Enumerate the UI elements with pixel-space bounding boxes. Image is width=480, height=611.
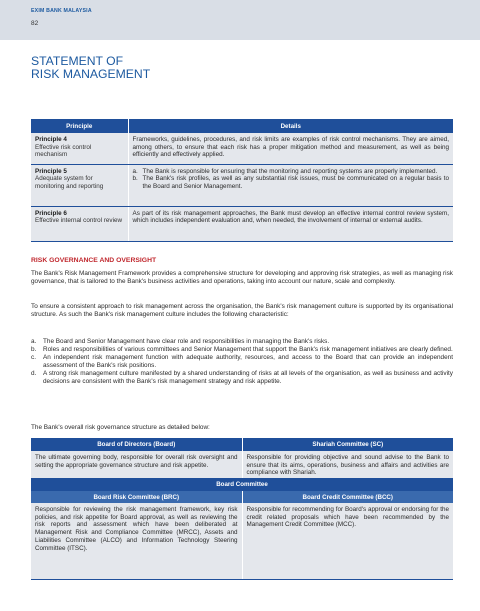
paragraph-framework: The Bank's Risk Management Framework provides a comprehensive structure for developing and approving risk strategies, as well as managing risk governance, that is tailored to the Bank's business activities and operations, taking into account our nature, scale and complexity. [31,270,453,285]
characteristics-list [31,338,453,386]
list-item-text: A strong risk management culture manifested by a shared understanding of risks at all levels of the organisation, as well as business and activity decisions are consistent with the Bank's risk management strategy and risk appetite. [43,370,453,385]
principle-cell [31,133,128,164]
principle-column-header: Principle [31,119,128,133]
list-item-text: The Bank is responsible for ensuring that the monitoring and reporting systems are properly implemented. [142,167,438,175]
page-title-line1: STATEMENT OF [31,54,124,68]
table-row [31,164,453,206]
principle-subtitle: Adequate system for monitoring and reporting [35,175,104,190]
list-item-text: Roles and responsibilities of various committees and Senior Management that support the Bank's risk management initiatives are clearly defined. [43,346,453,353]
board-description: The ultimate governing body, responsible for overall risk oversight and setting the appropriate governance structure and risk appetite. [31,451,242,484]
page-number: 82 [31,20,39,27]
details-column-header: Details [128,119,453,133]
page-title [31,55,150,80]
details-cell [128,164,453,206]
board-header: Board of Directors (Board) [31,438,242,451]
list-item [31,354,453,370]
list-item-label: b. [31,346,37,353]
table-row [31,206,453,241]
section-heading: RISK GOVERNANCE AND OVERSIGHT [31,257,157,264]
bcc-description: Responsible for recommending for Board's approval or endorsing for the credit related proposals which have been recommended by the Management Credit Committee (MCC). [242,503,453,579]
principle-cell [31,206,128,241]
page-header-bar [0,0,480,40]
list-item [133,175,450,190]
brc-description: Responsible for reviewing the risk management framework, key risk policies, and risk appetite for Board approval, as well as reviewing the risk reports and assessment which have been deliberated at Management Risk and Compliance Committee (MRCC), Assets and Liabilities Committee (ALCO) and Information Technology Steering Committee (ITSC). [31,503,242,579]
list-item-text: An independent risk management function with adequate authority, resources, and access to the Board that can provide an independent assessment of the Bank's risk positions. [43,354,453,369]
shariah-committee-header: Shariah Committee (SC) [242,438,453,451]
details-cell: As part of its risk management approaches, the Bank must develop an effective internal control review system, which includes independent evaluation and, when needed, the involvement of internal or external audits. [128,206,453,241]
principle-name: Principle 4 [35,136,67,143]
principle-name: Principle 5 [35,167,67,175]
brc-header: Board Risk Committee (BRC) [31,491,242,503]
list-item [31,338,453,346]
principle-name: Principle 6 [35,209,67,217]
principle-cell [31,164,128,206]
list-item [133,168,450,176]
list-item-label: b. [132,175,138,183]
principle-subtitle: Effective internal control review [35,217,123,225]
brand-name: EXIM BANK MALAYSIA [31,8,92,14]
shariah-committee-description: Responsible for providing objective and sound advise to the Bank to ensure that its aims, operations, business and affairs and activities are compliance with Shariah. [242,451,453,484]
board-committee-table [31,478,453,580]
list-item-label: a. [31,338,37,345]
list-item [31,346,453,354]
list-item-text: The Bank's risk profiles, as well as any substantial risk issues, must be communicated on a regular basis to the Board and Senior Management. [142,175,449,190]
board-committee-header: Board Committee [31,478,453,491]
principles-table [31,119,453,242]
paragraph-structure-intro: The Bank's overall risk governance structure as detailed below: [31,424,210,431]
principle-subtitle: Effective risk control mechanism [35,143,92,159]
table-row [31,133,453,164]
list-item-text: The Board and Senior Management have clear role and responsibilities in managing the Bank's risks. [43,338,330,345]
list-item [31,370,453,386]
list-item-label: a. [132,167,138,175]
paragraph-culture: To ensure a consistent approach to risk management across the organisation, the Bank's risk management culture is supported by its organisational structure. As such the Bank's risk management culture includes the following characteristic: [31,303,453,318]
table-row [31,503,453,579]
list-item-label: c. [31,354,36,361]
details-cell: Frameworks, guidelines, procedures, and risk limits are examples of risk control mechanisms. They are aimed, among others, to ensure that each risk has a proper mitigation method and measurement, as well as being efficiently and effectively applied. [128,133,453,164]
list-item-label: d. [31,370,37,377]
bcc-header: Board Credit Committee (BCC) [242,491,453,503]
page-title-line2: RISK MANAGEMENT [31,66,151,81]
